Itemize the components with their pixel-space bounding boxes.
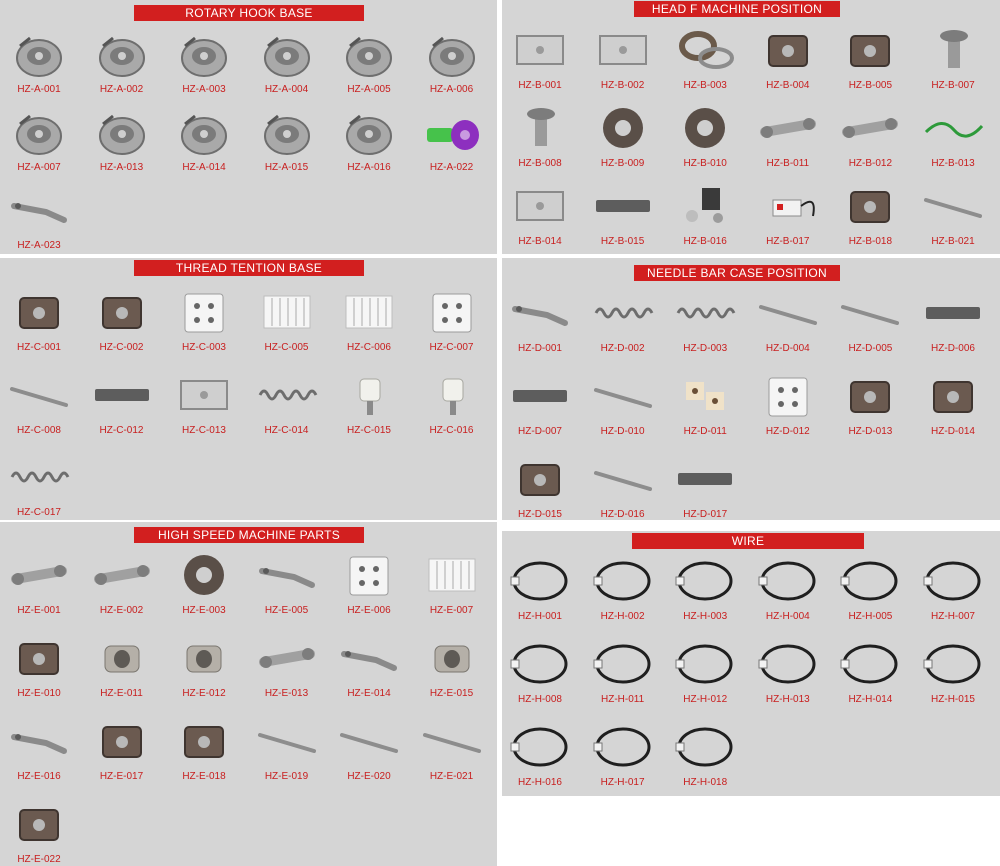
plate-icon [507,24,573,76]
product-code: HZ-E-017 [99,771,144,782]
linkage-icon [254,632,320,684]
block-icon [755,24,821,76]
product-item[interactable] [829,176,911,254]
bobbin-icon [419,106,485,158]
product-code: HZ-E-021 [429,771,474,782]
product-code: HZ-C-007 [429,342,474,353]
product-item[interactable] [664,551,746,633]
product-item[interactable] [664,366,746,448]
product-code: HZ-D-004 [765,343,810,354]
cable-icon [507,721,573,773]
product-item[interactable] [582,20,664,102]
product-item[interactable] [163,365,245,447]
product-code: HZ-A-016 [347,162,391,173]
cable-icon [590,555,656,607]
bar-icon [672,453,738,505]
block-icon [89,715,155,767]
product-item[interactable] [502,551,581,633]
product-code: HZ-B-017 [766,236,810,247]
block-icon [6,286,72,338]
product-item[interactable] [246,282,328,364]
product-item[interactable] [411,102,493,184]
hook-icon [419,28,485,80]
section-rotary-hook-base [0,0,497,254]
section-title-banner: NEEDLE BAR CASE POSITION [634,265,840,281]
product-item[interactable] [582,366,664,448]
product-code: HZ-H-001 [518,611,562,622]
product-item[interactable] [502,634,581,716]
product-code: HZ-A-022 [429,162,474,173]
linkage-icon [6,549,72,601]
product-code: HZ-A-005 [347,84,391,95]
panel-icon [755,370,821,422]
product-code: HZ-E-010 [17,688,61,699]
rod-icon [6,369,72,421]
product-item[interactable] [81,711,163,793]
product-item[interactable] [582,283,664,365]
rod-icon [419,715,485,767]
product-item[interactable] [829,98,911,180]
product-code: HZ-D-017 [683,509,728,520]
product-code: HZ-D-011 [683,426,727,437]
product-item[interactable] [912,551,994,633]
product-code: HZ-B-015 [600,236,645,247]
product-code: HZ-H-014 [848,694,893,705]
product-item[interactable] [0,180,80,254]
product-item[interactable] [81,282,163,364]
cable-icon [672,555,738,607]
product-item[interactable] [328,711,410,793]
shaft-icon [507,102,573,154]
product-code: HZ-H-018 [683,777,728,788]
linkage-icon [755,102,821,154]
product-code: HZ-E-018 [182,771,226,782]
product-item[interactable] [502,449,581,520]
product-item[interactable] [411,628,493,710]
product-code: HZ-C-016 [429,424,474,436]
cable-icon [920,555,986,607]
hook-icon [254,28,320,80]
product-code: HZ-B-002 [600,80,645,91]
comb-icon [254,286,320,338]
product-code: HZ-E-012 [182,688,226,699]
plate-icon [507,180,573,232]
plate-icon [171,369,237,421]
product-code: HZ-H-003 [683,611,728,622]
product-item[interactable] [81,545,163,627]
product-code: HZ-D-014 [931,426,975,437]
product-code: HZ-B-005 [848,80,893,91]
bushing-icon [419,632,485,684]
bar-icon [590,180,656,232]
product-code: HZ-H-016 [518,777,562,788]
product-code: HZ-E-005 [264,605,309,616]
section-thread-tention-base [0,258,497,520]
product-code: HZ-A-002 [99,84,144,95]
product-item[interactable] [502,366,581,448]
linkage-icon [89,549,155,601]
product-code: HZ-C-017 [17,507,61,518]
section-title-banner: HEAD F MACHINE POSITION [634,1,840,17]
product-item[interactable] [912,634,994,716]
product-code: HZ-B-013 [931,158,975,169]
product-item[interactable] [664,283,746,365]
product-item[interactable] [747,366,829,448]
product-item[interactable] [246,628,328,710]
product-code: HZ-H-004 [765,611,810,622]
product-item[interactable] [912,176,994,254]
bushing-icon [171,632,237,684]
product-code: HZ-E-020 [347,771,391,782]
section-title-banner: ROTARY HOOK BASE [134,5,364,21]
comb-icon [419,549,485,601]
product-item[interactable] [411,711,493,793]
product-code: HZ-D-013 [848,426,893,437]
product-code: HZ-H-015 [931,694,975,705]
product-item[interactable] [0,545,80,627]
product-code: HZ-C-012 [99,424,144,436]
product-code: HZ-D-012 [765,426,810,437]
cable-icon [837,638,903,690]
product-code: HZ-B-012 [848,158,893,169]
product-item[interactable] [502,176,581,254]
product-item[interactable] [664,176,746,254]
product-item[interactable] [502,20,581,102]
product-item[interactable] [163,711,245,793]
product-code: HZ-B-014 [518,236,562,247]
block-icon [837,370,903,422]
cable-icon [507,555,573,607]
rod-icon [336,715,402,767]
product-code: HZ-D-005 [848,343,893,354]
cable-icon [672,638,738,690]
product-code: HZ-A-003 [182,84,226,95]
product-item[interactable] [0,102,80,184]
spring-icon [6,451,72,503]
product-item[interactable] [81,24,163,106]
section-high-speed-machine-parts [0,522,497,866]
shaft-icon [920,24,986,76]
product-item[interactable] [81,628,163,710]
wire-icon [920,102,986,154]
rod-icon [755,287,821,339]
sensor-icon [755,180,821,232]
product-item[interactable] [163,545,245,627]
product-code: HZ-A-015 [264,162,309,173]
product-code: HZ-D-002 [600,343,645,354]
cam-icon [590,102,656,154]
product-item[interactable] [582,634,664,716]
product-item[interactable] [829,634,911,716]
product-item[interactable] [912,20,994,102]
product-code: HZ-D-006 [931,343,975,354]
linkage-icon [837,102,903,154]
product-code: HZ-E-016 [17,771,61,782]
product-item[interactable] [411,24,493,106]
lever-icon [6,184,72,236]
lever-icon [336,632,402,684]
hook-icon [171,106,237,158]
product-code: HZ-H-013 [765,694,810,705]
product-code: HZ-E-001 [17,605,61,616]
product-item[interactable] [0,365,80,447]
cam-icon [672,102,738,154]
product-item[interactable] [246,365,328,447]
hook-icon [171,28,237,80]
product-code: HZ-E-002 [99,605,144,616]
product-code: HZ-C-008 [17,424,61,436]
product-item[interactable] [664,98,746,180]
hook-icon [336,28,402,80]
product-code: HZ-H-012 [683,694,728,705]
spring-icon [590,287,656,339]
product-code: HZ-B-003 [683,80,727,91]
bushing-icon [89,632,155,684]
product-item[interactable] [747,176,829,254]
product-code: HZ-E-003 [182,605,226,616]
product-item[interactable] [829,366,911,448]
product-item[interactable] [0,24,80,106]
product-item[interactable] [163,24,245,106]
product-item[interactable] [664,717,746,796]
product-item[interactable] [747,283,829,365]
lever-icon [6,715,72,767]
bar-icon [920,287,986,339]
product-code: HZ-E-022 [17,854,61,865]
section-wire [502,531,1000,796]
product-code: HZ-E-013 [264,688,309,699]
panel-icon [171,286,237,338]
product-code: HZ-C-006 [347,342,391,353]
product-item[interactable] [582,176,664,254]
product-code: HZ-H-002 [600,611,645,622]
block-icon [6,632,72,684]
product-item[interactable] [747,20,829,102]
hook-icon [6,106,72,158]
product-item[interactable] [664,20,746,102]
lever-icon [254,549,320,601]
product-item[interactable] [912,98,994,180]
product-item[interactable] [912,283,994,365]
product-item[interactable] [246,711,328,793]
product-code: HZ-C-002 [99,342,144,353]
product-code: HZ-B-004 [766,80,810,91]
product-code: HZ-B-007 [931,80,975,91]
product-code: HZ-E-014 [347,688,391,699]
product-item[interactable] [502,98,581,180]
product-item[interactable] [0,794,80,866]
panel-icon [336,549,402,601]
cable-icon [920,638,986,690]
product-item[interactable] [328,24,410,106]
product-code: HZ-B-011 [766,158,810,169]
product-item[interactable] [328,365,410,447]
product-item[interactable] [664,634,746,716]
product-code: HZ-E-006 [347,605,391,616]
product-code: HZ-H-005 [848,611,893,622]
product-item[interactable] [328,628,410,710]
product-code: HZ-B-016 [683,236,727,247]
cable-icon [837,555,903,607]
lever-icon [507,287,573,339]
cam-icon [171,549,237,601]
hook-icon [6,28,72,80]
product-code: HZ-A-006 [429,84,474,95]
product-item[interactable] [81,102,163,184]
product-code: HZ-E-011 [100,688,143,699]
product-code: HZ-D-016 [600,509,645,520]
block-icon [507,453,573,505]
product-item[interactable] [664,449,746,520]
product-code: HZ-E-019 [264,771,309,782]
product-code: HZ-C-001 [17,342,61,353]
product-item[interactable] [0,628,80,710]
knob-icon [419,369,485,421]
cable-icon [755,555,821,607]
product-code: HZ-E-015 [429,688,474,699]
product-code: HZ-A-007 [17,162,61,173]
product-code: HZ-B-009 [600,158,645,169]
cable-icon [672,721,738,773]
spring-icon [672,287,738,339]
product-item[interactable] [829,20,911,102]
bearing-icon [672,24,738,76]
product-item[interactable] [582,717,664,796]
product-item[interactable] [829,283,911,365]
product-code: HZ-C-015 [347,424,391,436]
product-item[interactable] [747,98,829,180]
product-code: HZ-B-008 [518,158,562,169]
product-item[interactable] [81,365,163,447]
product-item[interactable] [163,102,245,184]
product-item[interactable] [747,634,829,716]
product-code: HZ-C-014 [264,424,309,436]
section-title-banner: THREAD TENTION BASE [134,260,364,276]
block-icon [837,180,903,232]
hook-icon [254,106,320,158]
product-item[interactable] [163,282,245,364]
product-code: HZ-A-014 [182,162,226,173]
product-item[interactable] [411,365,493,447]
product-code: HZ-H-011 [601,694,645,705]
hook-icon [336,106,402,158]
product-code: HZ-H-007 [931,611,975,622]
rod-icon [837,287,903,339]
product-code: HZ-H-017 [600,777,645,788]
hook-icon [89,106,155,158]
product-item[interactable] [0,711,80,793]
panel-icon [419,286,485,338]
product-code: HZ-D-015 [518,509,562,520]
section-title-banner: WIRE [632,533,864,549]
product-item[interactable] [582,449,664,520]
comb-icon [336,286,402,338]
product-code: HZ-B-018 [848,236,893,247]
product-item[interactable] [582,551,664,633]
product-code: HZ-B-001 [518,80,562,91]
rod-icon [920,180,986,232]
felt-icon [672,370,738,422]
product-item[interactable] [411,545,493,627]
block-icon [6,798,72,850]
product-code: HZ-B-021 [931,236,975,247]
cable-icon [507,638,573,690]
product-code: HZ-A-001 [17,84,61,95]
product-item[interactable] [502,283,581,365]
product-item[interactable] [246,102,328,184]
product-item[interactable] [0,447,80,520]
rod-icon [590,370,656,422]
rod-icon [254,715,320,767]
product-code: HZ-H-008 [518,694,562,705]
product-item[interactable] [582,98,664,180]
plate-icon [590,24,656,76]
cable-icon [755,638,821,690]
cable-icon [590,638,656,690]
product-item[interactable] [0,282,80,364]
product-item[interactable] [246,545,328,627]
knob-icon [336,369,402,421]
product-code: HZ-D-010 [600,426,645,437]
block-icon [920,370,986,422]
bar-icon [507,370,573,422]
product-item[interactable] [246,24,328,106]
product-code: HZ-C-005 [264,342,309,353]
block-icon [837,24,903,76]
product-code: HZ-B-010 [683,158,727,169]
hook-icon [89,28,155,80]
product-item[interactable] [328,282,410,364]
product-item[interactable] [829,551,911,633]
product-code: HZ-D-003 [683,343,728,354]
product-code: HZ-D-001 [518,343,562,354]
spring-icon [254,369,320,421]
screw-icon [672,180,738,232]
product-item[interactable] [411,282,493,364]
product-item[interactable] [912,366,994,448]
section-title-banner: HIGH SPEED MACHINE PARTS [134,527,364,543]
section-needle-bar-case-position [502,258,1000,520]
rod-icon [590,453,656,505]
product-item[interactable] [328,545,410,627]
cable-icon [590,721,656,773]
product-code: HZ-D-007 [518,426,562,437]
product-code: HZ-C-003 [182,342,226,353]
section-head-f-machine-position [502,0,1000,254]
product-code: HZ-C-013 [182,424,226,436]
product-item[interactable] [328,102,410,184]
bar-icon [89,369,155,421]
product-code: HZ-E-007 [429,605,474,616]
product-item[interactable] [502,717,581,796]
product-item[interactable] [163,628,245,710]
product-code: HZ-A-004 [264,84,309,95]
product-code: HZ-A-013 [99,162,144,173]
block-icon [89,286,155,338]
product-item[interactable] [747,551,829,633]
block-icon [171,715,237,767]
product-code: HZ-A-023 [17,240,61,251]
